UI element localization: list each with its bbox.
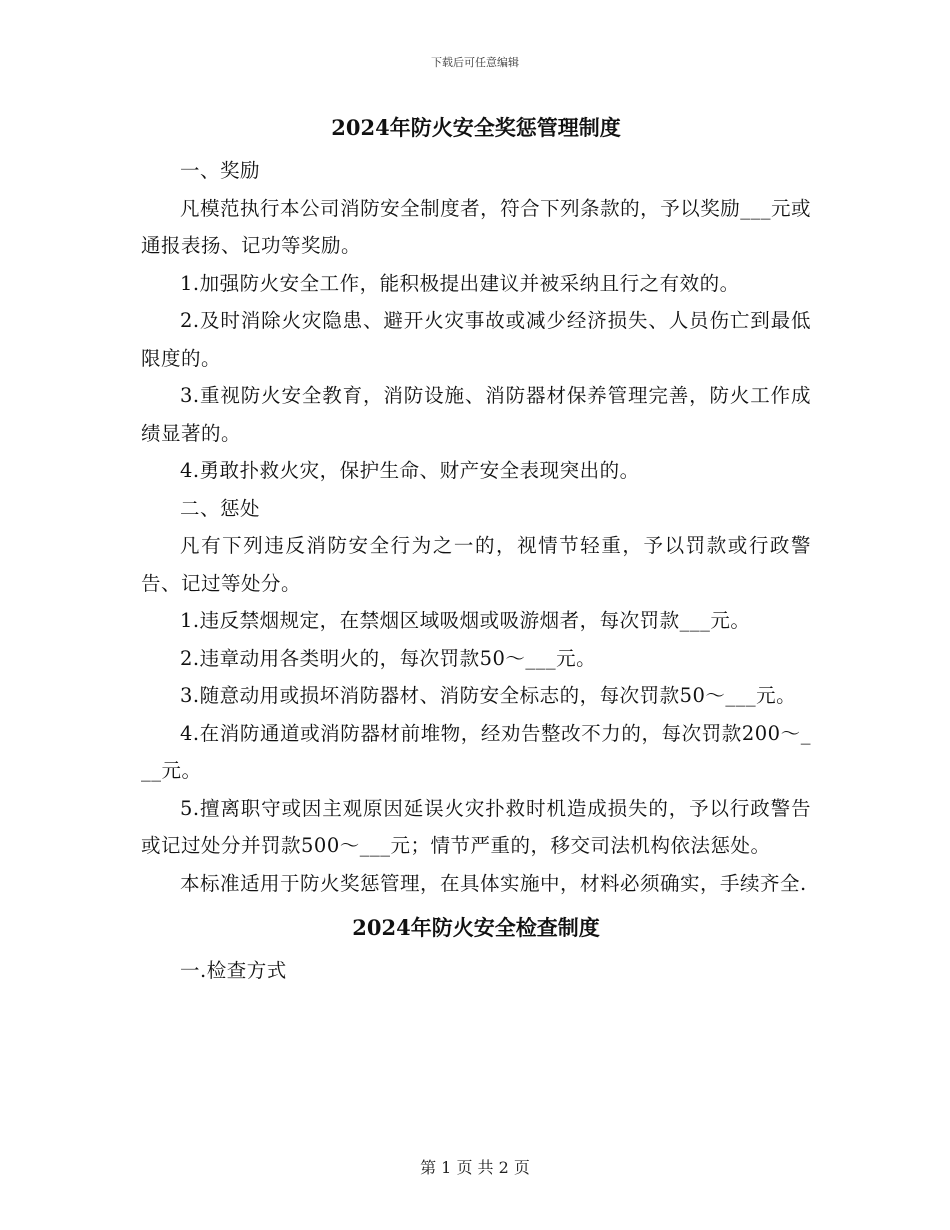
section-title-inspection: 2024年防火安全检查制度 xyxy=(352,915,600,940)
paragraph-penalty-item-3: 3.随意动用或损坏消防器材、消防安全标志的，每次罚款50～___元。 xyxy=(180,684,797,707)
paragraph-reward-item-3: 3.重视防火安全教育，消防设施、消防器材保养管理完善，防火工作成绩显著的。 xyxy=(141,384,811,445)
paragraph-penalty-item-4: 4.在消防通道或消防器材前堆物，经劝告整改不力的，每次罚款200～___元。 xyxy=(141,721,811,782)
document-title: 2024年防火安全奖惩管理制度 xyxy=(331,115,621,140)
paragraph-penalty-item-1: 1.违反禁烟规定，在禁烟区域吸烟或吸游烟者，每次罚款___元。 xyxy=(180,609,751,632)
document-body xyxy=(141,110,811,990)
paragraph-reward-item-1: 1.加强防火安全工作，能积极提出建议并被采纳且行之有效的。 xyxy=(180,271,740,295)
paragraph-reward-item-2: 2.及时消除火灾隐患、避开火灾事故或减少经济损失、人员伤亡到最低限度的。 xyxy=(141,309,811,370)
paragraph-penalty-item-5: 5.擅离职守或因主观原因延误火灾扑救时机造成损失的，予以行政警告或记过处分并罚款500～___元；情节严重的，移交司法机构依法惩处。 xyxy=(141,796,811,857)
heading-penalties: 二、惩处 xyxy=(180,496,261,520)
heading-inspection-method: 一.检查方式 xyxy=(180,959,287,982)
paragraph-scope-note: 本标准适用于防火奖惩管理，在具体实施中，材料必须确实，手续齐全. xyxy=(180,871,807,895)
page-footer: 第 1 页 共 2 页 xyxy=(420,1158,530,1177)
paragraph-reward-item-4: 4.勇敢扑救火灾，保护生命、财产安全表现突出的。 xyxy=(180,459,640,482)
paragraph-penalty-item-2: 2.违章动用各类明火的，每次罚款50～___元。 xyxy=(180,646,597,670)
paragraph-penalties-intro: 凡有下列违反消防安全行为之一的，视情节轻重，予以罚款或行政警告、记过等处分。 xyxy=(141,534,811,595)
header-note: 下载后可任意编辑 xyxy=(431,56,519,69)
paragraph-rewards-intro: 凡模范执行本公司消防安全制度者，符合下列条款的，予以奖励___元或通报表扬、记功等奖励。 xyxy=(141,196,811,257)
heading-rewards: 一、奖励 xyxy=(180,159,261,182)
